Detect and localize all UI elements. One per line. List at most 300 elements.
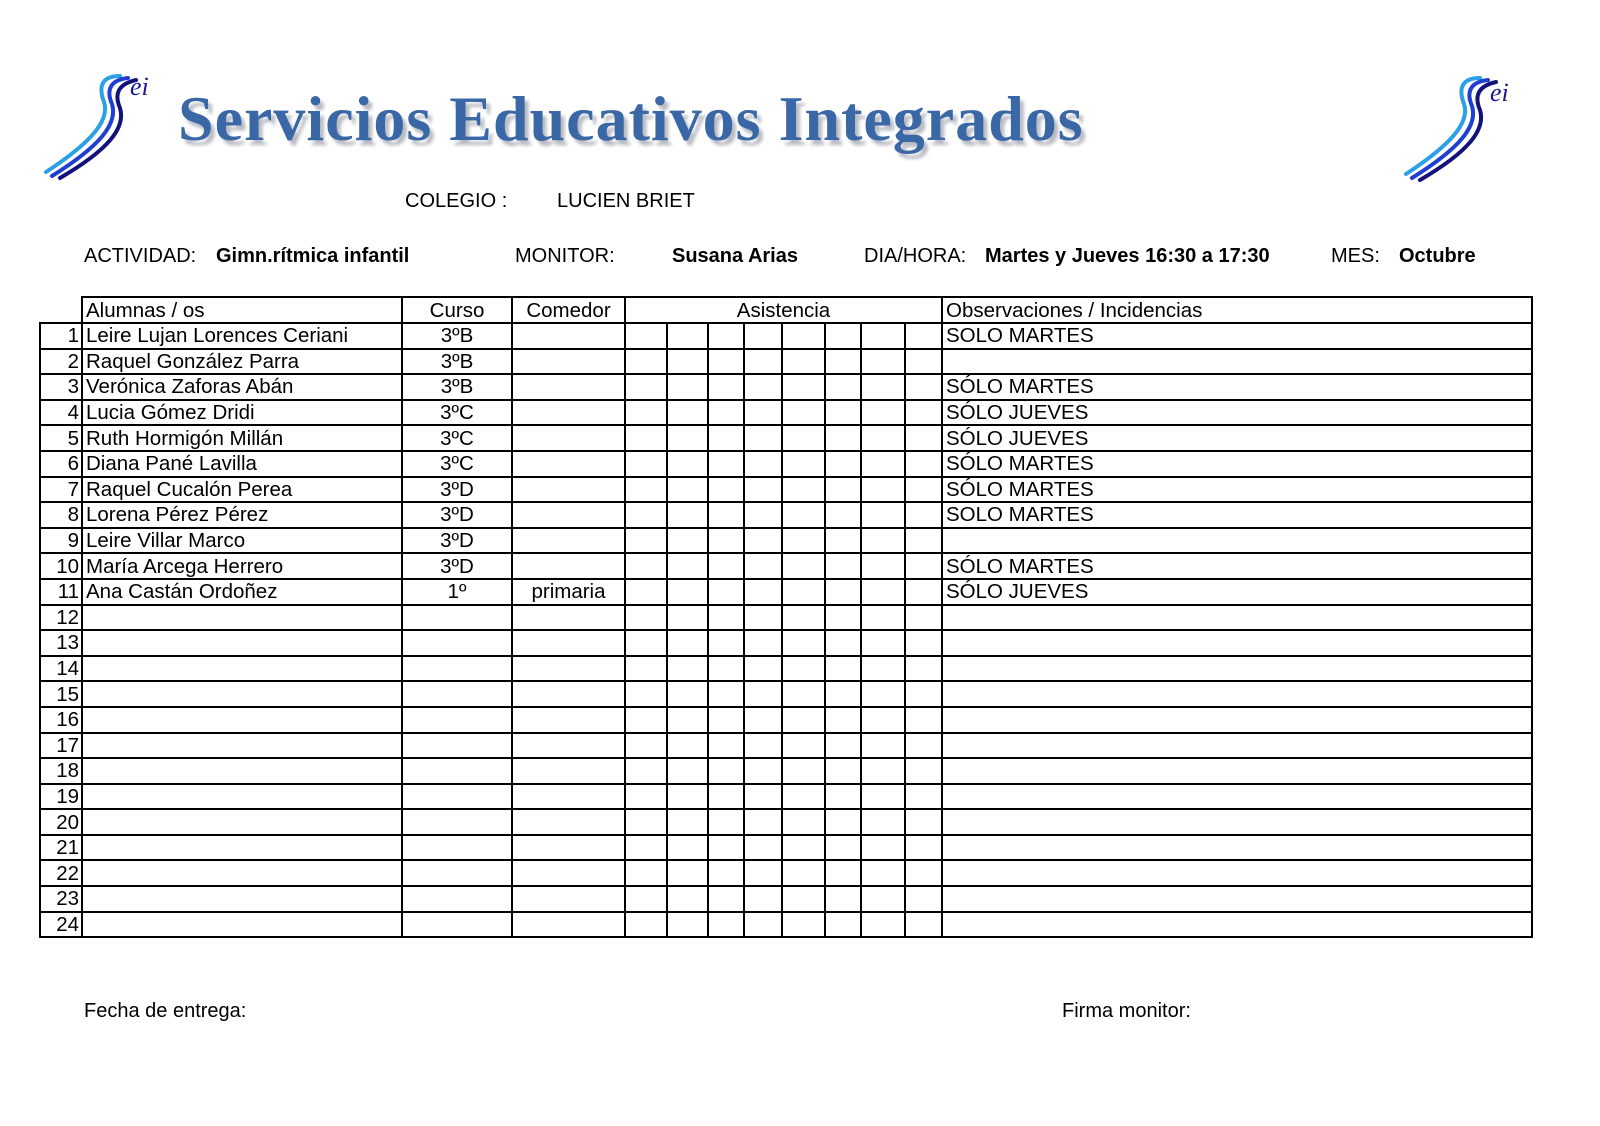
attendance-cell[interactable] bbox=[782, 835, 825, 861]
attendance-cell[interactable] bbox=[861, 502, 905, 528]
attendance-cell[interactable] bbox=[905, 553, 942, 579]
attendance-cell[interactable] bbox=[667, 451, 708, 477]
comedor-cell[interactable] bbox=[512, 400, 625, 426]
comedor-cell[interactable] bbox=[512, 528, 625, 554]
attendance-cell[interactable] bbox=[825, 733, 861, 759]
observaciones-cell[interactable]: SOLO MARTES bbox=[942, 502, 1532, 528]
comedor-cell[interactable] bbox=[512, 605, 625, 631]
header-blank bbox=[40, 297, 82, 323]
observaciones-cell[interactable] bbox=[942, 886, 1532, 912]
attendance-cell[interactable] bbox=[744, 886, 782, 912]
comedor-cell[interactable] bbox=[512, 758, 625, 784]
curso-cell[interactable] bbox=[402, 758, 512, 784]
attendance-cell[interactable] bbox=[667, 860, 708, 886]
attendance-cell[interactable] bbox=[782, 886, 825, 912]
attendance-cell[interactable] bbox=[708, 656, 744, 682]
attendance-cell[interactable] bbox=[625, 707, 667, 733]
attendance-cell[interactable] bbox=[625, 374, 667, 400]
attendance-cell[interactable] bbox=[667, 323, 708, 349]
attendance-cell[interactable] bbox=[667, 553, 708, 579]
attendance-cell[interactable] bbox=[625, 349, 667, 375]
curso-cell[interactable] bbox=[402, 835, 512, 861]
attendance-cell[interactable] bbox=[905, 425, 942, 451]
observaciones-cell[interactable] bbox=[942, 528, 1532, 554]
attendance-cell[interactable] bbox=[625, 579, 667, 605]
attendance-cell[interactable] bbox=[744, 349, 782, 375]
attendance-cell[interactable] bbox=[625, 477, 667, 503]
attendance-cell[interactable] bbox=[782, 374, 825, 400]
attendance-cell[interactable] bbox=[825, 579, 861, 605]
attendance-cell[interactable] bbox=[861, 579, 905, 605]
attendance-cell[interactable] bbox=[861, 630, 905, 656]
attendance-cell[interactable] bbox=[861, 349, 905, 375]
attendance-cell[interactable] bbox=[625, 758, 667, 784]
attendance-cell[interactable] bbox=[667, 707, 708, 733]
curso-cell[interactable]: 3ºD bbox=[402, 553, 512, 579]
attendance-cell[interactable] bbox=[782, 425, 825, 451]
curso-cell[interactable]: 3ºB bbox=[402, 349, 512, 375]
attendance-cell[interactable] bbox=[708, 835, 744, 861]
attendance-cell[interactable] bbox=[744, 707, 782, 733]
attendance-cell[interactable] bbox=[861, 707, 905, 733]
observaciones-cell[interactable]: SÓLO JUEVES bbox=[942, 579, 1532, 605]
observaciones-cell[interactable] bbox=[942, 630, 1532, 656]
attendance-cell[interactable] bbox=[744, 477, 782, 503]
attendance-cell[interactable] bbox=[744, 579, 782, 605]
attendance-cell[interactable] bbox=[861, 784, 905, 810]
actividad-value: Gimn.rítmica infantil bbox=[216, 245, 410, 267]
curso-cell[interactable] bbox=[402, 784, 512, 810]
attendance-cell[interactable] bbox=[667, 605, 708, 631]
attendance-cell[interactable] bbox=[905, 809, 942, 835]
student-name-cell[interactable] bbox=[82, 835, 402, 861]
attendance-cell[interactable] bbox=[667, 579, 708, 605]
attendance-cell[interactable] bbox=[905, 758, 942, 784]
student-name-cell[interactable]: Raquel González Parra bbox=[82, 349, 402, 375]
attendance-cell[interactable] bbox=[708, 451, 744, 477]
attendance-cell[interactable] bbox=[782, 733, 825, 759]
attendance-cell[interactable] bbox=[905, 605, 942, 631]
attendance-cell[interactable] bbox=[861, 374, 905, 400]
attendance-cell[interactable] bbox=[708, 425, 744, 451]
attendance-cell[interactable] bbox=[825, 656, 861, 682]
attendance-cell[interactable] bbox=[825, 886, 861, 912]
attendance-cell[interactable] bbox=[825, 707, 861, 733]
attendance-cell[interactable] bbox=[782, 630, 825, 656]
attendance-cell[interactable] bbox=[905, 886, 942, 912]
observaciones-cell[interactable] bbox=[942, 860, 1532, 886]
attendance-cell[interactable] bbox=[825, 605, 861, 631]
attendance-cell[interactable] bbox=[667, 400, 708, 426]
attendance-cell[interactable] bbox=[708, 886, 744, 912]
attendance-cell[interactable] bbox=[744, 809, 782, 835]
comedor-cell[interactable] bbox=[512, 733, 625, 759]
observaciones-cell[interactable]: SÓLO MARTES bbox=[942, 477, 1532, 503]
attendance-cell[interactable] bbox=[782, 758, 825, 784]
attendance-cell[interactable] bbox=[667, 656, 708, 682]
attendance-cell[interactable] bbox=[782, 809, 825, 835]
attendance-cell[interactable] bbox=[905, 579, 942, 605]
attendance-cell[interactable] bbox=[708, 630, 744, 656]
comedor-cell[interactable] bbox=[512, 477, 625, 503]
attendance-cell[interactable] bbox=[744, 323, 782, 349]
comedor-cell[interactable] bbox=[512, 860, 625, 886]
attendance-cell[interactable] bbox=[708, 528, 744, 554]
attendance-cell[interactable] bbox=[708, 502, 744, 528]
attendance-cell[interactable] bbox=[744, 758, 782, 784]
comedor-cell[interactable] bbox=[512, 912, 625, 938]
attendance-cell[interactable] bbox=[708, 605, 744, 631]
student-name-cell[interactable] bbox=[82, 681, 402, 707]
curso-cell[interactable] bbox=[402, 912, 512, 938]
attendance-cell[interactable] bbox=[905, 784, 942, 810]
attendance-cell[interactable] bbox=[861, 912, 905, 938]
attendance-cell[interactable] bbox=[905, 477, 942, 503]
attendance-cell[interactable] bbox=[782, 323, 825, 349]
curso-cell[interactable] bbox=[402, 860, 512, 886]
attendance-cell[interactable] bbox=[625, 630, 667, 656]
attendance-cell[interactable] bbox=[861, 656, 905, 682]
attendance-cell[interactable] bbox=[861, 605, 905, 631]
attendance-cell[interactable] bbox=[861, 886, 905, 912]
attendance-cell[interactable] bbox=[905, 400, 942, 426]
attendance-cell[interactable] bbox=[861, 323, 905, 349]
attendance-cell[interactable] bbox=[744, 400, 782, 426]
attendance-cell[interactable] bbox=[825, 835, 861, 861]
observaciones-cell[interactable] bbox=[942, 605, 1532, 631]
attendance-cell[interactable] bbox=[825, 374, 861, 400]
attendance-cell[interactable] bbox=[825, 912, 861, 938]
attendance-cell[interactable] bbox=[905, 323, 942, 349]
comedor-cell[interactable] bbox=[512, 553, 625, 579]
curso-cell[interactable] bbox=[402, 809, 512, 835]
row-number: 15 bbox=[40, 681, 82, 707]
comedor-cell[interactable] bbox=[512, 809, 625, 835]
comedor-cell[interactable] bbox=[512, 374, 625, 400]
attendance-cell[interactable] bbox=[905, 451, 942, 477]
attendance-cell[interactable] bbox=[744, 860, 782, 886]
table-row bbox=[40, 656, 1532, 682]
attendance-cell[interactable] bbox=[708, 809, 744, 835]
attendance-cell[interactable] bbox=[825, 400, 861, 426]
curso-cell[interactable]: 3ºD bbox=[402, 528, 512, 554]
comedor-cell[interactable] bbox=[512, 630, 625, 656]
observaciones-cell[interactable]: SÓLO JUEVES bbox=[942, 400, 1532, 426]
attendance-cell[interactable] bbox=[744, 605, 782, 631]
attendance-cell[interactable] bbox=[744, 681, 782, 707]
attendance-cell[interactable] bbox=[667, 502, 708, 528]
attendance-cell[interactable] bbox=[744, 451, 782, 477]
attendance-cell[interactable] bbox=[825, 323, 861, 349]
attendance-cell[interactable] bbox=[708, 323, 744, 349]
attendance-cell[interactable] bbox=[905, 681, 942, 707]
observaciones-cell[interactable]: SÓLO MARTES bbox=[942, 553, 1532, 579]
observaciones-cell[interactable] bbox=[942, 656, 1532, 682]
attendance-cell[interactable] bbox=[861, 400, 905, 426]
attendance-cell[interactable] bbox=[625, 502, 667, 528]
attendance-cell[interactable] bbox=[782, 400, 825, 426]
attendance-cell[interactable] bbox=[782, 477, 825, 503]
observaciones-cell[interactable] bbox=[942, 681, 1532, 707]
comedor-cell[interactable] bbox=[512, 707, 625, 733]
attendance-cell[interactable] bbox=[861, 758, 905, 784]
student-name-cell[interactable]: Ana Castán Ordoñez bbox=[82, 579, 402, 605]
attendance-cell[interactable] bbox=[744, 553, 782, 579]
curso-cell[interactable]: 1º bbox=[402, 579, 512, 605]
table-row bbox=[40, 630, 1532, 656]
attendance-cell[interactable] bbox=[667, 758, 708, 784]
comedor-cell[interactable] bbox=[512, 656, 625, 682]
attendance-cell[interactable] bbox=[744, 835, 782, 861]
attendance-cell[interactable] bbox=[708, 374, 744, 400]
observaciones-cell[interactable] bbox=[942, 835, 1532, 861]
curso-cell[interactable] bbox=[402, 681, 512, 707]
student-name-cell[interactable] bbox=[82, 860, 402, 886]
student-name-cell[interactable]: Lucia Gómez Dridi bbox=[82, 400, 402, 426]
attendance-cell[interactable] bbox=[625, 451, 667, 477]
attendance-cell[interactable] bbox=[708, 579, 744, 605]
attendance-cell[interactable] bbox=[825, 758, 861, 784]
curso-cell[interactable] bbox=[402, 656, 512, 682]
student-name-cell[interactable]: Leire Villar Marco bbox=[82, 528, 402, 554]
student-name-cell[interactable]: Verónica Zaforas Abán bbox=[82, 374, 402, 400]
attendance-cell[interactable] bbox=[708, 912, 744, 938]
curso-cell[interactable] bbox=[402, 707, 512, 733]
attendance-cell[interactable] bbox=[744, 502, 782, 528]
attendance-cell[interactable] bbox=[782, 860, 825, 886]
attendance-cell[interactable] bbox=[825, 630, 861, 656]
table-row bbox=[40, 912, 1532, 938]
student-name-cell[interactable] bbox=[82, 809, 402, 835]
attendance-cell[interactable] bbox=[825, 860, 861, 886]
attendance-cell[interactable] bbox=[825, 681, 861, 707]
attendance-cell[interactable] bbox=[861, 553, 905, 579]
curso-cell[interactable]: 3ºC bbox=[402, 451, 512, 477]
attendance-cell[interactable] bbox=[667, 477, 708, 503]
attendance-cell[interactable] bbox=[744, 784, 782, 810]
attendance-cell[interactable] bbox=[708, 681, 744, 707]
attendance-cell[interactable] bbox=[667, 733, 708, 759]
attendance-cell[interactable] bbox=[625, 528, 667, 554]
student-name-cell[interactable]: Ruth Hormigón Millán bbox=[82, 425, 402, 451]
attendance-cell[interactable] bbox=[825, 425, 861, 451]
comedor-cell[interactable] bbox=[512, 502, 625, 528]
attendance-cell[interactable] bbox=[744, 528, 782, 554]
attendance-cell[interactable] bbox=[625, 886, 667, 912]
attendance-cell[interactable] bbox=[667, 425, 708, 451]
comedor-cell[interactable] bbox=[512, 451, 625, 477]
attendance-cell[interactable] bbox=[825, 809, 861, 835]
curso-cell[interactable]: 3ºC bbox=[402, 400, 512, 426]
student-name-cell[interactable]: María Arcega Herrero bbox=[82, 553, 402, 579]
attendance-cell[interactable] bbox=[861, 681, 905, 707]
attendance-cell[interactable] bbox=[782, 681, 825, 707]
attendance-cell[interactable] bbox=[708, 477, 744, 503]
attendance-cell[interactable] bbox=[708, 784, 744, 810]
attendance-cell[interactable] bbox=[825, 528, 861, 554]
attendance-cell[interactable] bbox=[861, 528, 905, 554]
attendance-cell[interactable] bbox=[782, 605, 825, 631]
comedor-cell[interactable] bbox=[512, 835, 625, 861]
attendance-cell[interactable] bbox=[861, 835, 905, 861]
curso-cell[interactable]: 3ºB bbox=[402, 374, 512, 400]
curso-cell[interactable]: 3ºD bbox=[402, 477, 512, 503]
attendance-cell[interactable] bbox=[625, 835, 667, 861]
attendance-cell[interactable] bbox=[905, 733, 942, 759]
comedor-cell[interactable] bbox=[512, 784, 625, 810]
attendance-cell[interactable] bbox=[861, 477, 905, 503]
attendance-cell[interactable] bbox=[744, 425, 782, 451]
comedor-cell[interactable] bbox=[512, 349, 625, 375]
attendance-cell[interactable] bbox=[905, 656, 942, 682]
attendance-cell[interactable] bbox=[861, 425, 905, 451]
observaciones-cell[interactable] bbox=[942, 349, 1532, 375]
observaciones-cell[interactable] bbox=[942, 707, 1532, 733]
attendance-cell[interactable] bbox=[905, 528, 942, 554]
attendance-cell[interactable] bbox=[667, 528, 708, 554]
attendance-cell[interactable] bbox=[782, 502, 825, 528]
attendance-cell[interactable] bbox=[905, 374, 942, 400]
comedor-cell[interactable] bbox=[512, 886, 625, 912]
attendance-cell[interactable] bbox=[625, 425, 667, 451]
observaciones-cell[interactable]: SÓLO MARTES bbox=[942, 374, 1532, 400]
observaciones-cell[interactable] bbox=[942, 784, 1532, 810]
observaciones-cell[interactable]: SOLO MARTES bbox=[942, 323, 1532, 349]
attendance-cell[interactable] bbox=[782, 707, 825, 733]
attendance-cell[interactable] bbox=[625, 860, 667, 886]
student-name-cell[interactable] bbox=[82, 758, 402, 784]
attendance-cell[interactable] bbox=[782, 451, 825, 477]
attendance-cell[interactable] bbox=[905, 707, 942, 733]
attendance-cell[interactable] bbox=[861, 733, 905, 759]
observaciones-cell[interactable]: SÓLO MARTES bbox=[942, 451, 1532, 477]
attendance-cell[interactable] bbox=[861, 451, 905, 477]
row-number: 21 bbox=[40, 835, 82, 861]
attendance-cell[interactable] bbox=[744, 912, 782, 938]
attendance-cell[interactable] bbox=[782, 579, 825, 605]
student-name-cell[interactable] bbox=[82, 784, 402, 810]
attendance-cell[interactable] bbox=[708, 400, 744, 426]
attendance-cell[interactable] bbox=[708, 860, 744, 886]
attendance-cell[interactable] bbox=[667, 374, 708, 400]
observaciones-cell[interactable] bbox=[942, 758, 1532, 784]
attendance-cell[interactable] bbox=[667, 349, 708, 375]
table-row bbox=[40, 784, 1532, 810]
attendance-cell[interactable] bbox=[905, 860, 942, 886]
attendance-cell[interactable] bbox=[861, 809, 905, 835]
attendance-cell[interactable] bbox=[625, 400, 667, 426]
curso-cell[interactable] bbox=[402, 733, 512, 759]
student-name-cell[interactable] bbox=[82, 707, 402, 733]
attendance-cell[interactable] bbox=[744, 374, 782, 400]
student-name-cell[interactable]: Raquel Cucalón Perea bbox=[82, 477, 402, 503]
attendance-cell[interactable] bbox=[905, 349, 942, 375]
observaciones-cell[interactable] bbox=[942, 912, 1532, 938]
attendance-cell[interactable] bbox=[782, 528, 825, 554]
curso-cell[interactable]: 3ºC bbox=[402, 425, 512, 451]
attendance-cell[interactable] bbox=[708, 758, 744, 784]
attendance-cell[interactable] bbox=[825, 553, 861, 579]
attendance-cell[interactable] bbox=[667, 681, 708, 707]
student-name-cell[interactable] bbox=[82, 886, 402, 912]
student-name-cell[interactable]: Diana Pané Lavilla bbox=[82, 451, 402, 477]
attendance-cell[interactable] bbox=[625, 553, 667, 579]
attendance-cell[interactable] bbox=[667, 809, 708, 835]
attendance-cell[interactable] bbox=[708, 733, 744, 759]
attendance-cell[interactable] bbox=[905, 630, 942, 656]
attendance-cell[interactable] bbox=[625, 656, 667, 682]
student-name-cell[interactable] bbox=[82, 733, 402, 759]
attendance-cell[interactable] bbox=[667, 630, 708, 656]
attendance-cell[interactable] bbox=[825, 477, 861, 503]
attendance-cell[interactable] bbox=[782, 912, 825, 938]
attendance-cell[interactable] bbox=[625, 733, 667, 759]
curso-cell[interactable] bbox=[402, 630, 512, 656]
row-number: 24 bbox=[40, 912, 82, 938]
student-name-cell[interactable]: Leire Lujan Lorences Ceriani bbox=[82, 323, 402, 349]
curso-cell[interactable]: 3ºD bbox=[402, 502, 512, 528]
attendance-cell[interactable] bbox=[667, 886, 708, 912]
student-name-cell[interactable]: Lorena Pérez Pérez bbox=[82, 502, 402, 528]
attendance-cell[interactable] bbox=[782, 553, 825, 579]
comedor-cell[interactable] bbox=[512, 323, 625, 349]
attendance-cell[interactable] bbox=[861, 860, 905, 886]
attendance-cell[interactable] bbox=[825, 502, 861, 528]
curso-cell[interactable] bbox=[402, 886, 512, 912]
comedor-cell[interactable] bbox=[512, 425, 625, 451]
attendance-cell[interactable] bbox=[667, 784, 708, 810]
attendance-cell[interactable] bbox=[667, 912, 708, 938]
attendance-cell[interactable] bbox=[708, 553, 744, 579]
comedor-cell[interactable] bbox=[512, 681, 625, 707]
attendance-cell[interactable] bbox=[625, 323, 667, 349]
observaciones-cell[interactable] bbox=[942, 809, 1532, 835]
attendance-cell[interactable] bbox=[825, 451, 861, 477]
curso-cell[interactable]: 3ºB bbox=[402, 323, 512, 349]
attendance-cell[interactable] bbox=[825, 349, 861, 375]
attendance-cell[interactable] bbox=[625, 605, 667, 631]
curso-cell[interactable] bbox=[402, 605, 512, 631]
comedor-cell[interactable]: primaria bbox=[512, 579, 625, 605]
attendance-cell[interactable] bbox=[708, 349, 744, 375]
attendance-cell[interactable] bbox=[667, 835, 708, 861]
monitor-value: Susana Arias bbox=[672, 245, 798, 267]
attendance-cell[interactable] bbox=[625, 912, 667, 938]
student-name-cell[interactable] bbox=[82, 605, 402, 631]
table-row bbox=[40, 809, 1532, 835]
attendance-cell[interactable] bbox=[744, 656, 782, 682]
attendance-cell[interactable] bbox=[708, 707, 744, 733]
attendance-cell[interactable] bbox=[782, 656, 825, 682]
attendance-cell[interactable] bbox=[782, 784, 825, 810]
student-name-cell[interactable] bbox=[82, 630, 402, 656]
attendance-cell[interactable] bbox=[625, 784, 667, 810]
observaciones-cell[interactable] bbox=[942, 733, 1532, 759]
attendance-cell[interactable] bbox=[905, 835, 942, 861]
observaciones-cell[interactable]: SÓLO JUEVES bbox=[942, 425, 1532, 451]
attendance-cell[interactable] bbox=[625, 809, 667, 835]
attendance-cell[interactable] bbox=[744, 630, 782, 656]
attendance-cell[interactable] bbox=[905, 912, 942, 938]
attendance-cell[interactable] bbox=[782, 349, 825, 375]
student-name-cell[interactable] bbox=[82, 656, 402, 682]
attendance-cell[interactable] bbox=[905, 502, 942, 528]
attendance-cell[interactable] bbox=[625, 681, 667, 707]
attendance-cell[interactable] bbox=[825, 784, 861, 810]
attendance-cell[interactable] bbox=[744, 733, 782, 759]
diahora-label: DIA/HORA: bbox=[864, 245, 967, 267]
student-name-cell[interactable] bbox=[82, 912, 402, 938]
